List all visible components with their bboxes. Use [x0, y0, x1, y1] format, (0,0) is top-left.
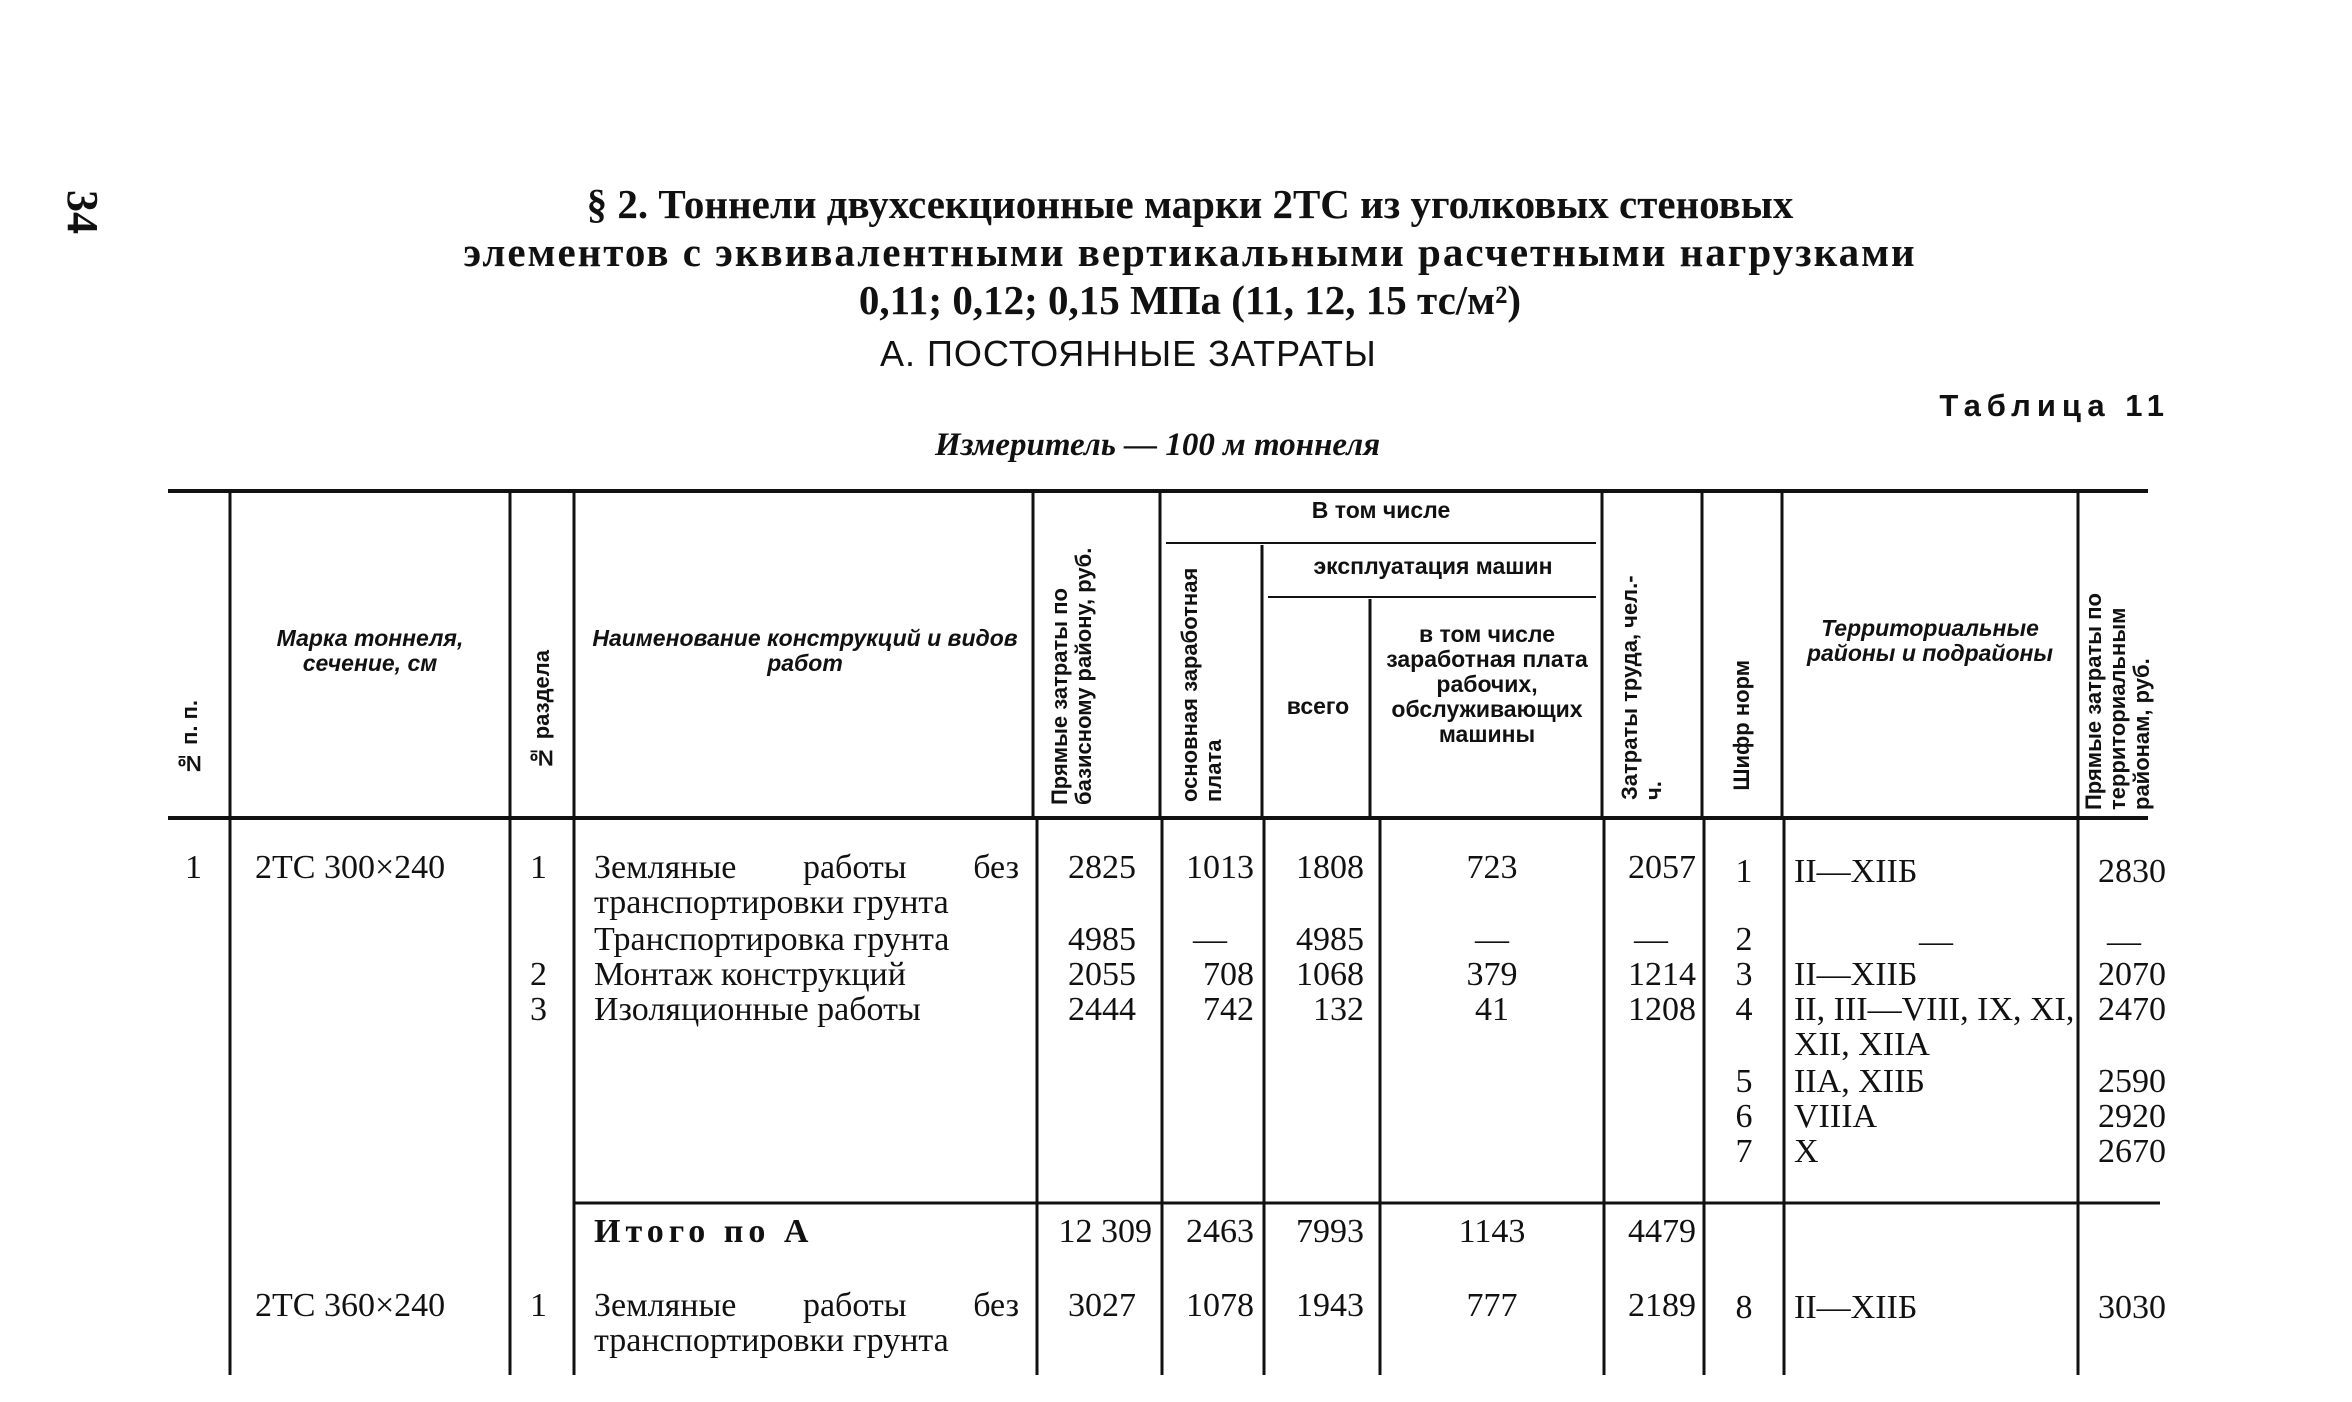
machine-wage: 723	[1466, 849, 1518, 886]
header-total: всего	[1286, 693, 1350, 719]
norm-code: 5	[1735, 1063, 1753, 1100]
table-label: Таблица 11	[1939, 388, 2170, 423]
machine-wage-total: 1143	[1458, 1213, 1526, 1250]
section-num: 1	[530, 1287, 547, 1324]
machine-total: 1068	[1296, 956, 1364, 993]
base-wage: 708	[1203, 956, 1254, 993]
machine-wage: —	[1475, 921, 1509, 958]
header-num: № п. п.	[177, 700, 202, 777]
row-number: 1	[185, 849, 202, 886]
work-name: Земляные работы без транспортировки грунта	[594, 849, 1019, 921]
work-name: Транспортировка грунта	[594, 921, 950, 958]
section-heading: А. ПОСТОЯННЫЕ ЗАТРАТЫ	[880, 333, 1377, 374]
direct-cost: 3027	[1068, 1287, 1136, 1324]
regional-cost: 2920	[2098, 1098, 2166, 1135]
header-base-wage: основная заработная плата	[1177, 567, 1226, 802]
labor-cost: 1208	[1628, 991, 1696, 1028]
header-norm-code: Шифр норм	[1729, 660, 1754, 791]
regional-cost: 2590	[2098, 1063, 2166, 1100]
work-name: Земляные работы без транспортировки грунта	[594, 1287, 1019, 1359]
direct-cost: 2055	[1068, 956, 1136, 993]
base-wage-total: 2463	[1186, 1213, 1254, 1250]
region: VIIIA	[1794, 1098, 1878, 1135]
header-section: № раздела	[529, 650, 554, 771]
norm-code: 7	[1735, 1133, 1753, 1170]
regional-cost: 2830	[2098, 853, 2166, 890]
base-wage: —	[1193, 921, 1227, 958]
norm-code: 4	[1735, 991, 1753, 1028]
header-including: В том числе	[1311, 497, 1451, 523]
regional-cost: —	[2107, 923, 2141, 960]
norm-code: 6	[1735, 1098, 1753, 1135]
regional-cost: 2070	[2098, 956, 2166, 993]
norm-code: 1	[1735, 853, 1753, 890]
section-num: 3	[530, 991, 547, 1028]
machine-total: 1808	[1296, 849, 1364, 886]
region: —	[1919, 923, 1953, 960]
regional-cost: 2670	[2098, 1133, 2166, 1170]
direct-cost: 4985	[1068, 921, 1136, 958]
labor-cost: 2189	[1628, 1287, 1696, 1324]
norm-code: 2	[1735, 921, 1753, 958]
machine-total: 1943	[1296, 1287, 1364, 1324]
regional-cost: 2470	[2098, 991, 2166, 1028]
header-incl-wage: в том числе заработная плата рабочих, обслуживающих машины	[1386, 621, 1588, 747]
machine-total: 4985	[1296, 921, 1364, 958]
tunnel-mark-1: 2ТС 300×240	[255, 849, 446, 886]
header-name: Наименование конструкций и видов работ	[592, 625, 1018, 676]
header-mark: Марка тоннеля, сечение, см	[276, 625, 464, 676]
labor-cost: —	[1634, 921, 1668, 958]
labor-cost-total: 4479	[1628, 1213, 1696, 1250]
labor-cost: 2057	[1628, 849, 1696, 886]
page-number: 34	[58, 190, 107, 234]
direct-cost-total: 12 309	[1058, 1213, 1152, 1250]
base-wage: 1013	[1186, 849, 1254, 886]
header-regional-cost: Прямые затраты по территориальным районам, руб.	[2081, 593, 2154, 810]
work-name: Монтаж конструкций	[594, 956, 906, 993]
direct-cost: 2825	[1068, 849, 1136, 886]
norm-code: 3	[1735, 956, 1753, 993]
region: II—XIIБ	[1794, 1289, 1918, 1326]
tunnel-mark-2: 2ТС 360×240	[255, 1287, 446, 1324]
section-num: 1	[530, 849, 547, 886]
header-labor: Затраты труда, чел.-ч.	[1617, 575, 1666, 800]
work-name: Изоляционные работы	[594, 991, 921, 1028]
machine-wage: 379	[1466, 956, 1518, 993]
header-machine-op: эксплуатация машин	[1313, 553, 1553, 579]
machine-wage: 777	[1466, 1287, 1518, 1324]
machine-total-sum: 7993	[1296, 1213, 1364, 1250]
regional-cost: 3030	[2098, 1289, 2166, 1326]
direct-cost: 2444	[1068, 991, 1136, 1028]
region: II, III—VIII, IX, XI, XII, XIIA	[1794, 991, 2075, 1063]
title-line-2: элементов с эквивалентными вертикальными расчетными нагрузками	[463, 229, 1917, 275]
title-line-1: § 2. Тоннели двухсекционные марки 2ТС из уголковых стеновых	[586, 181, 1794, 227]
total-label: Итого по А	[594, 1213, 814, 1250]
title-line-3: 0,11; 0,12; 0,15 МПа (11, 12, 15 тс/м²)	[858, 277, 1522, 323]
region: II—XIIБ	[1794, 956, 1918, 993]
section-num: 2	[530, 956, 547, 993]
machine-wage: 41	[1475, 991, 1509, 1028]
norm-code: 8	[1735, 1289, 1753, 1326]
region: X	[1794, 1133, 1819, 1170]
region: IIA, XIIБ	[1794, 1063, 1925, 1100]
labor-cost: 1214	[1628, 956, 1696, 993]
machine-total: 132	[1313, 991, 1364, 1028]
base-wage: 1078	[1186, 1287, 1254, 1324]
header-direct-cost: Прямые затраты по базисному району, руб.	[1047, 547, 1096, 805]
base-wage: 742	[1203, 991, 1254, 1028]
measure-unit: Измеритель — 100 м тоннеля	[935, 427, 1381, 463]
region: II—XIIБ	[1794, 853, 1918, 890]
header-regions: Территориальные районы и подрайоны	[1806, 615, 2054, 666]
